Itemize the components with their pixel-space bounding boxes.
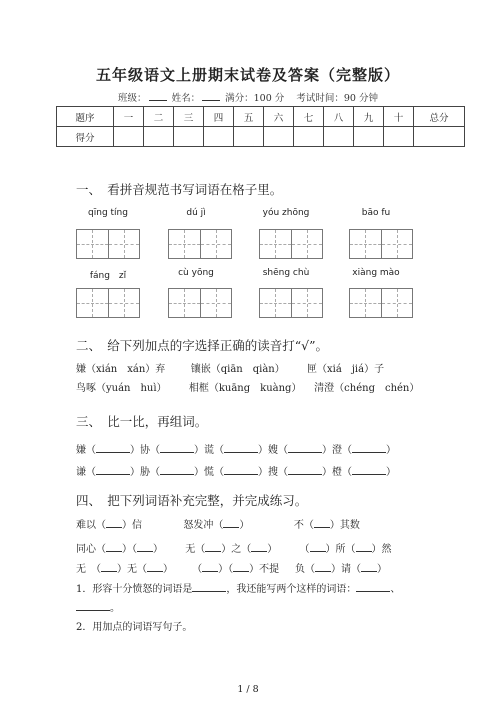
pronunciation-item[interactable]: 匣（xiá jiá）子	[307, 364, 385, 375]
idiom-text: （	[192, 564, 203, 575]
question-1-continued	[76, 599, 120, 614]
score-row-label: 得分	[57, 127, 114, 147]
idiom-text: ）	[239, 520, 250, 531]
pinyin-label: dú jì	[186, 208, 206, 218]
writing-grid[interactable]	[349, 288, 413, 318]
score-header-cell: 四	[204, 107, 234, 127]
idiom-text: ）（	[122, 544, 137, 555]
pinyin-label: yóu zhōng	[262, 208, 310, 218]
pronunciation-item[interactable]: 镶嵌（qiān qiàn）	[190, 364, 285, 375]
pinyin-label: fáng zǐ	[89, 271, 127, 281]
idiom-text: 难以（	[76, 520, 106, 531]
section-1-title: 一、 看拼音规范书写词语在格子里。	[76, 182, 283, 197]
score-cell[interactable]	[324, 127, 354, 147]
char: 嫌	[76, 445, 86, 456]
score-cell[interactable]	[414, 127, 465, 147]
answer-blank[interactable]	[352, 442, 386, 453]
pinyin-label: cù yōng	[178, 268, 214, 278]
idiom-text: ）	[163, 564, 173, 575]
score-cell[interactable]	[114, 127, 144, 147]
score-header-cell: 八	[324, 107, 354, 127]
answer-blank[interactable]	[315, 561, 331, 572]
idiom-row	[76, 540, 392, 555]
pronunciation-item[interactable]: 嫌（xián xán）弃	[76, 364, 166, 375]
score-header-cell: 五	[234, 107, 264, 127]
question-text: 。	[110, 603, 120, 614]
answer-blank[interactable]	[96, 442, 130, 453]
answer-blank[interactable]	[147, 561, 163, 572]
answer-blank[interactable]	[224, 442, 258, 453]
name-blank	[202, 91, 220, 101]
class-blank	[149, 91, 167, 101]
char: 胁	[140, 467, 150, 478]
idiom-text: ）然	[371, 544, 392, 555]
name-label: 姓名：	[171, 93, 201, 104]
question-2: 2．用加点的词语写句子。	[76, 622, 193, 633]
idiom-row	[76, 560, 387, 575]
score-header-cell: 三	[174, 107, 204, 127]
idiom-text: ）请（	[330, 564, 361, 575]
idiom-text: 同心（	[76, 544, 106, 555]
answer-blank[interactable]	[352, 464, 386, 475]
page-title: 五年级语文上册期末试卷及答案（完整版）	[95, 66, 400, 84]
answer-blank[interactable]	[288, 442, 322, 453]
answer-blank[interactable]	[106, 517, 122, 528]
answer-blank[interactable]	[314, 517, 330, 528]
score-cell[interactable]	[354, 127, 384, 147]
answer-blank[interactable]	[202, 561, 218, 572]
pronunciation-line	[76, 379, 419, 394]
char: 谦	[76, 467, 86, 478]
score-label: 满分：100 分	[225, 93, 285, 104]
score-cell[interactable]	[144, 127, 174, 147]
exam-info	[0, 90, 496, 104]
pinyin-label: qīng tíng	[88, 208, 128, 218]
score-header-cell: 题序	[57, 107, 114, 127]
answer-blank[interactable]	[356, 541, 372, 552]
idiom-text: ）不提	[249, 564, 280, 575]
question-text: 、	[390, 584, 401, 595]
answer-blank[interactable]	[160, 442, 194, 453]
score-cell[interactable]	[264, 127, 294, 147]
score-cell[interactable]	[294, 127, 324, 147]
char: 嫂	[268, 445, 278, 456]
answer-blank[interactable]	[137, 541, 153, 552]
char: 澄	[332, 445, 342, 456]
answer-blank[interactable]	[310, 541, 326, 552]
idiom-row	[76, 516, 360, 531]
section-3-title: 三、 比一比，再组词。	[76, 414, 208, 429]
answer-blank[interactable]	[224, 464, 258, 475]
answer-blank[interactable]	[96, 464, 130, 475]
time-label: 考试时间：90 分钟	[296, 93, 378, 104]
char: 协	[140, 445, 150, 456]
writing-grid[interactable]	[168, 288, 232, 318]
idiom-text: ）无（	[117, 564, 147, 575]
page-number: 1 / 8	[237, 684, 259, 695]
writing-grid[interactable]	[259, 288, 323, 318]
idiom-text: 无（	[185, 544, 206, 555]
pinyin-label: xiàng mào	[352, 268, 400, 278]
char: 谎	[204, 445, 214, 456]
answer-blank[interactable]	[361, 561, 377, 572]
score-header-cell: 九	[354, 107, 384, 127]
answer-blank[interactable]	[233, 561, 249, 572]
score-cell[interactable]	[174, 127, 204, 147]
char: 慌	[204, 467, 214, 478]
word-compare-row: 嫌（ ）协（ ）谎（ ）嫂（ ）澄（ ）	[76, 441, 396, 456]
question-text: ，我还能写两个这样的词语：	[226, 584, 357, 595]
idiom-text: ）所（	[325, 544, 356, 555]
pronunciation-item[interactable]: 清澄（chéng chén）	[314, 383, 420, 394]
idiom-text: 怒发冲（	[183, 520, 224, 531]
writing-grid[interactable]	[349, 229, 413, 259]
pinyin-label: bāo fu	[361, 208, 391, 218]
score-header-cell: 十	[384, 107, 414, 127]
answer-blank[interactable]	[223, 517, 239, 528]
answer-blank[interactable]	[251, 541, 267, 552]
class-label: 班级：	[118, 93, 147, 104]
writing-grid[interactable]	[168, 229, 232, 259]
score-table-header-row	[57, 107, 465, 127]
section-2-title: 二、 给下列加点的字选择正确的读音打“√”。	[76, 338, 328, 353]
score-cell[interactable]	[234, 127, 264, 147]
writing-grid[interactable]	[76, 288, 140, 318]
question-1	[76, 580, 400, 595]
pinyin-label: shēng chù	[262, 268, 310, 278]
pronunciation-line	[76, 360, 384, 375]
score-header-cell: 二	[144, 107, 174, 127]
writing-grid[interactable]	[76, 229, 140, 259]
answer-blank[interactable]	[205, 541, 221, 552]
char: 橙	[332, 467, 342, 478]
answer-blank[interactable]	[288, 464, 322, 475]
score-cell[interactable]	[384, 127, 414, 147]
answer-blank[interactable]	[160, 464, 194, 475]
idiom-text: ）之（	[221, 544, 252, 555]
score-table-score-row	[57, 127, 465, 147]
idiom-text: ）（	[218, 564, 234, 575]
idiom-text: 负（	[294, 564, 315, 575]
idiom-text: ）其数	[329, 520, 360, 531]
idiom-text: ）	[376, 564, 387, 575]
answer-blank[interactable]	[356, 581, 390, 592]
question-text: 1．形容十分愤怒的词语是	[76, 584, 193, 595]
answer-blank[interactable]	[192, 581, 226, 592]
idiom-text: ）	[267, 544, 278, 555]
idiom-text: （	[299, 544, 310, 555]
score-header-cell: 七	[294, 107, 324, 127]
score-header-cell: 一	[114, 107, 144, 127]
score-table	[56, 106, 465, 147]
idiom-text: 不（	[293, 520, 314, 531]
idiom-text: ）	[153, 544, 163, 555]
answer-blank[interactable]	[76, 600, 110, 611]
writing-grid[interactable]	[259, 229, 323, 259]
pronunciation-item[interactable]: 相框（kuāng kuàng）	[188, 383, 302, 394]
idiom-text: ）信	[122, 520, 142, 531]
score-cell[interactable]	[204, 127, 234, 147]
word-compare-row: 谦（ ）胁（ ）慌（ ）搜（ ）橙（ ）	[76, 463, 396, 478]
pronunciation-item[interactable]: 鸟啄（yuán huì）	[76, 383, 167, 394]
idiom-text: 无 （	[76, 564, 101, 575]
section-4-title: 四、 把下列词语补充完整，并完成练习。	[76, 493, 308, 508]
char: 搜	[268, 467, 278, 478]
answer-blank[interactable]	[101, 561, 117, 572]
answer-blank[interactable]	[106, 541, 122, 552]
score-header-cell: 六	[264, 107, 294, 127]
score-header-cell: 总分	[414, 107, 465, 127]
